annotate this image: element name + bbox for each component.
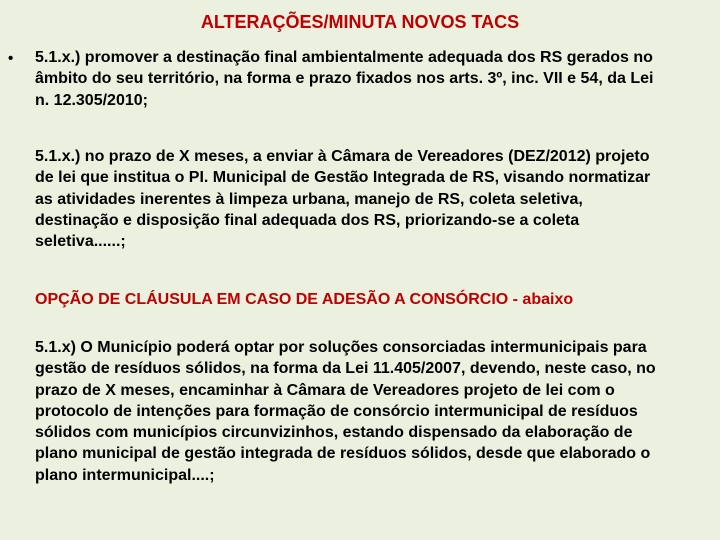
- text-line: n. 12.305/2010;: [35, 91, 148, 109]
- text-line: âmbito do seu território, na forma e prazo fixados nos arts. 3º, inc. VII e 54, da Lei: [35, 70, 654, 88]
- clause-consorcio: [35, 337, 715, 486]
- text-line: 5.1.x.) promover a destinação final ambientalmente adequada dos RS gerados no: [35, 49, 653, 66]
- text-line: plano municipal de gestão integrada de resíduos sólidos, desde que elaborado o: [35, 445, 651, 463]
- text-line: protocolo de intenções para formação de consórcio intermunicipal de resíduos: [35, 402, 638, 420]
- consorcio-option-heading: [35, 289, 715, 310]
- text-line: sólidos com municípios circunvizinhos, estando dispensado da elaboração de: [35, 424, 633, 442]
- text-line: de lei que institua o PI. Municipal de Gestão Integrada de RS, visando normatizar: [35, 169, 651, 187]
- text-line: 5.1.x) O Município poderá optar por soluções consorciadas intermunicipais para: [35, 339, 647, 356]
- text-line: destinação e disposição final adequada dos RS, priorizando-se a coleta: [35, 211, 580, 229]
- text-line: plano intermunicipal....;: [35, 466, 215, 484]
- text-line: seletiva......;: [35, 233, 126, 251]
- clause-destinacao-final: [35, 47, 715, 111]
- text-line: gestão de resíduos sólidos, na forma da Lei 11.405/2007, devendo, neste caso, no: [35, 360, 656, 378]
- text-line: OPÇÃO DE CLÁUSULA EM CASO DE ADESÃO A CONSÓRCIO - abaixo: [35, 291, 574, 308]
- text-line: prazo de X meses, encaminhar à Câmara de Vereadores projeto de lei com o: [35, 381, 615, 399]
- slide-title: ALTERAÇÕES/MINUTA NOVOS TACS: [200, 12, 520, 32]
- text-line: 5.1.x.) no prazo de X meses, a enviar à Câmara de Vereadores (DEZ/2012) projeto: [35, 148, 650, 165]
- text-line: as atividades inerentes à limpeza urbana, manejo de RS, coleta seletiva,: [35, 190, 583, 208]
- bullet-icon: •: [8, 50, 14, 67]
- clause-projeto-de-lei: [35, 146, 715, 252]
